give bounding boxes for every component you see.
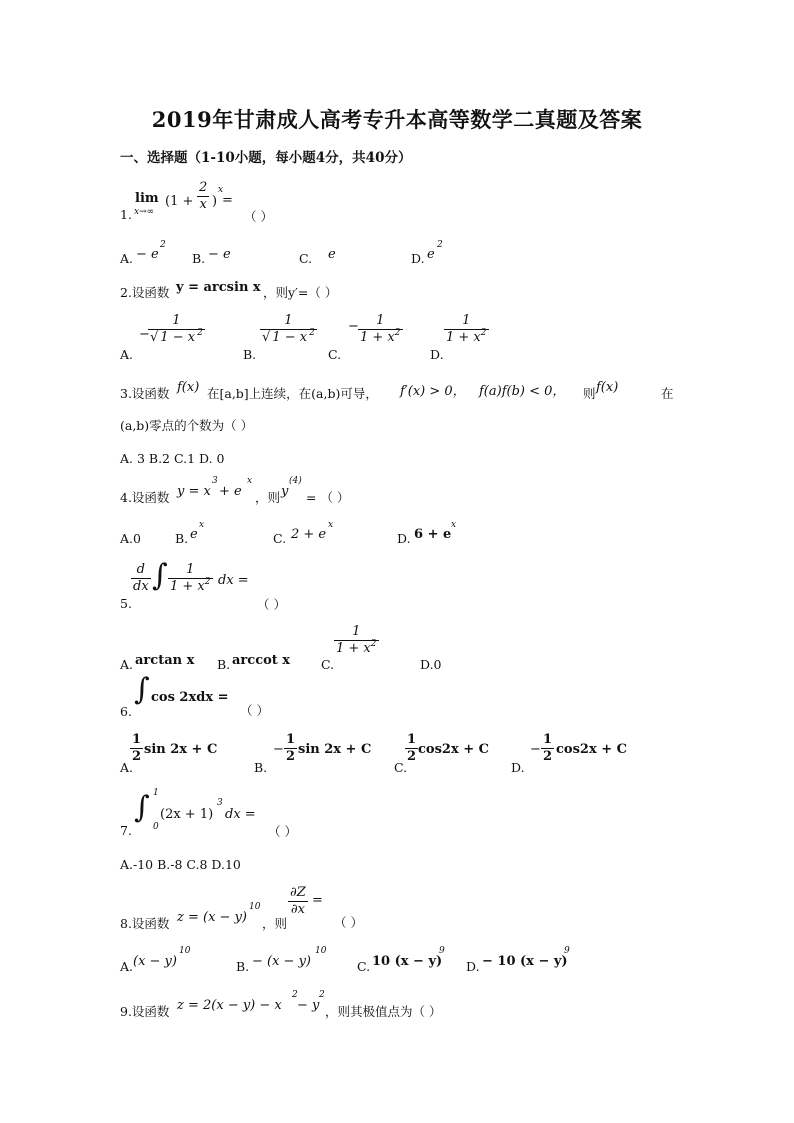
q4-options-3: x bbox=[199, 520, 205, 530]
q1-expr_open: (1 + bbox=[165, 194, 194, 209]
q1-eq: = bbox=[222, 193, 233, 208]
blank: （ ） bbox=[257, 597, 286, 612]
q1-num2: 2 bbox=[199, 180, 208, 195]
blank: （ ） bbox=[244, 209, 273, 224]
q5-options-5: D.0 bbox=[420, 657, 442, 672]
q2-sq2: 2 bbox=[309, 328, 315, 338]
fraction bbox=[197, 180, 209, 213]
q2-den: 1 + x bbox=[360, 330, 395, 345]
q6-options-3: D. bbox=[511, 760, 525, 775]
q6-expr: cos 2xdx = bbox=[151, 690, 229, 705]
q4-tail1: ，则 bbox=[255, 490, 281, 505]
q8-options-4: − (x − y) bbox=[252, 954, 312, 969]
q6-two: 2 bbox=[286, 749, 296, 764]
q6-options-0: A. bbox=[120, 760, 134, 775]
fraction bbox=[131, 562, 151, 595]
q6-half: 1 bbox=[543, 732, 553, 747]
fraction bbox=[168, 562, 213, 596]
q5-den: 1 + x bbox=[170, 579, 205, 594]
q7-options: A.-10 B.-8 C.8 D.10 bbox=[120, 857, 241, 872]
page-title: 2019年甘肃成人高考专升本高等数学二真题及答案 bbox=[151, 107, 643, 132]
q8-expr: z = (x − y) bbox=[177, 910, 247, 925]
q9-expr: z = 2(x − y) − x bbox=[177, 998, 282, 1013]
integral-sign: ∫ bbox=[134, 672, 150, 707]
fraction bbox=[405, 732, 418, 765]
q8-options-11: 9 bbox=[564, 946, 570, 956]
q3-text1: 在[a,b]上连续，在(a,b)可导， bbox=[207, 386, 378, 401]
q2-one: 1 bbox=[444, 313, 489, 330]
q8-options-6: C. bbox=[357, 959, 371, 974]
q2-options-3: D. bbox=[430, 347, 444, 362]
q2-one: 1 bbox=[358, 313, 403, 330]
q1-options-7: D. bbox=[411, 251, 425, 266]
q7-lower: 0 bbox=[153, 822, 159, 832]
q5-options-2: B. bbox=[217, 657, 231, 672]
q6-sin: sin 2x + C bbox=[298, 742, 372, 757]
q8-options-8: 9 bbox=[439, 946, 445, 956]
q1-options-2: 2 bbox=[160, 240, 166, 250]
q2-one: 1 bbox=[260, 313, 317, 330]
q5-options-0: A. bbox=[120, 657, 134, 672]
q4-expr: y = x bbox=[177, 484, 211, 499]
q6-sin: sin 2x + C bbox=[144, 742, 218, 757]
q4-options-2: e bbox=[190, 527, 198, 542]
q9-mid: − y bbox=[297, 998, 320, 1013]
q5-one: 1 bbox=[334, 624, 379, 641]
q1-expr_close: ) bbox=[212, 194, 218, 209]
q4-px: x bbox=[247, 476, 253, 486]
q9-tail: ，则其极值点为（ ） bbox=[325, 1004, 442, 1019]
q1-den: x bbox=[199, 197, 207, 212]
q3-num: 3.设函数 bbox=[120, 386, 170, 401]
q5-p2: 2 bbox=[370, 639, 377, 649]
q4-options-1: B. bbox=[175, 531, 189, 546]
q1-num: 1. bbox=[120, 207, 132, 222]
blank: （ ） bbox=[240, 703, 269, 718]
q7-upper: 1 bbox=[153, 788, 159, 798]
q1-options-1: − e bbox=[136, 247, 159, 262]
q3-fx2: f(x) bbox=[596, 380, 619, 395]
q4-tail2: = （ ） bbox=[306, 490, 350, 505]
q8-options-10: − 10 (x − y) bbox=[482, 954, 568, 969]
q4-options-8: 6 + e bbox=[414, 527, 452, 542]
q8-options-5: 10 bbox=[315, 946, 327, 956]
q8-num: 8.设函数 bbox=[120, 916, 170, 931]
q2-sq: 1 − x bbox=[272, 330, 308, 345]
q7-num: 7. bbox=[120, 823, 132, 838]
q8-options-0: A. bbox=[120, 959, 134, 974]
q6-minus: − bbox=[273, 742, 284, 757]
q3-fp: f′(x) > 0， bbox=[400, 384, 466, 399]
q5-dx: dx bbox=[133, 579, 149, 594]
q7-p3: 3 bbox=[217, 798, 223, 808]
fraction bbox=[284, 732, 297, 765]
fraction: $\frac{1}{√ 1 - x ^2}$ bbox=[150, 313, 203, 345]
q1-lim: lim bbox=[135, 191, 159, 206]
q1-options-0: A. bbox=[120, 251, 134, 266]
section-heading: 一、选择题（1-10小题，每小题4分，共40分） bbox=[120, 150, 412, 166]
q2-one: 1 bbox=[148, 313, 205, 330]
q5-one: 1 bbox=[168, 562, 213, 579]
q1-options-4: − e bbox=[208, 247, 231, 262]
q5-p2: 2 bbox=[204, 577, 211, 587]
q5-d: d bbox=[131, 562, 151, 579]
q1-pow: x bbox=[218, 185, 224, 195]
q4-plus: + e bbox=[219, 484, 242, 499]
q3-fx: f(x) bbox=[177, 380, 200, 395]
q1-sub: x→∞ bbox=[134, 207, 155, 217]
q3-text2: 则 bbox=[583, 386, 596, 401]
q5-den: 1 + x bbox=[336, 641, 371, 656]
q4-options-0: A.0 bbox=[120, 531, 141, 546]
q5-num: 5. bbox=[120, 596, 132, 611]
q6-half: 1 bbox=[286, 732, 296, 747]
q8-options-9: D. bbox=[466, 959, 480, 974]
q8-options-2: 10 bbox=[179, 946, 191, 956]
q1-options-3: B. bbox=[192, 251, 206, 266]
fraction: $\frac{1}{√ 1 - x ^2}$ bbox=[262, 313, 315, 345]
q2-den: 1 + x bbox=[446, 330, 481, 345]
q1-options-5: C. bbox=[299, 251, 313, 266]
q3-zai: 在 bbox=[661, 386, 674, 401]
q5-options-1: arctan x bbox=[135, 653, 195, 668]
q4-p4: (4) bbox=[289, 476, 302, 486]
q6-cos: cos2x + C bbox=[418, 742, 489, 757]
fraction bbox=[358, 313, 403, 347]
q2-options-2: C. bbox=[328, 347, 342, 362]
q5-options-4: C. bbox=[321, 657, 335, 672]
q2-options-0: A. bbox=[120, 347, 134, 362]
q1-options-9: 2 bbox=[437, 240, 443, 250]
q8-options-1: (x − y) bbox=[133, 954, 177, 969]
q9-p2a: 2 bbox=[292, 990, 298, 1000]
q8-options-3: B. bbox=[236, 959, 250, 974]
q9-p2b: 2 bbox=[319, 990, 325, 1000]
q3-options: A. 3 B.2 C.1 D. 0 bbox=[120, 451, 225, 466]
q6-two: 2 bbox=[132, 749, 142, 764]
q6-options-1: B. bbox=[254, 760, 268, 775]
q4-y4: y bbox=[281, 484, 289, 499]
q2-num: 2.设函数 bbox=[120, 285, 170, 300]
q8-eq: = bbox=[312, 893, 323, 908]
q6-num: 6. bbox=[120, 704, 132, 719]
q6-half: 1 bbox=[132, 732, 142, 747]
fraction bbox=[288, 885, 308, 918]
q6-minus: − bbox=[530, 742, 541, 757]
q6-two: 2 bbox=[407, 749, 417, 764]
q8-tail: ，则 bbox=[262, 916, 288, 931]
fraction bbox=[444, 313, 489, 347]
q3-line2: (a,b)零点的个数为（ ） bbox=[120, 418, 254, 433]
q7-tail: dx = bbox=[225, 807, 256, 822]
q2-sq2: 2 bbox=[197, 328, 203, 338]
integral-sign: ∫ bbox=[134, 790, 150, 825]
q6-options-2: C. bbox=[394, 760, 408, 775]
blank: （ ） bbox=[334, 915, 363, 930]
q4-options-7: D. bbox=[397, 531, 411, 546]
q7-expr: (2x + 1) bbox=[160, 807, 214, 822]
q8-p10: 10 bbox=[249, 902, 261, 912]
q6-half: 1 bbox=[407, 732, 417, 747]
fraction bbox=[130, 732, 143, 765]
q6-cos: cos2x + C bbox=[556, 742, 627, 757]
q2-options-1: B. bbox=[243, 347, 257, 362]
q8-options-7: 10 (x − y) bbox=[372, 954, 443, 969]
q8-dx: ∂x bbox=[290, 902, 305, 917]
q2-minus: − bbox=[139, 327, 150, 342]
q9-num: 9.设函数 bbox=[120, 1004, 170, 1019]
q2-tail: ，则y′=（ ） bbox=[263, 285, 338, 300]
q3-fab: f(a)f(b) < 0， bbox=[479, 384, 566, 399]
q6-two: 2 bbox=[543, 749, 553, 764]
q8-dz: ∂Z bbox=[290, 885, 306, 900]
q2-sq2: 2 bbox=[394, 328, 401, 338]
q2-minus: − bbox=[348, 319, 359, 334]
q4-options-4: C. bbox=[273, 531, 287, 546]
q2-sq: 1 − x bbox=[160, 330, 196, 345]
q4-num: 4.设函数 bbox=[120, 490, 170, 505]
blank: （ ） bbox=[268, 824, 297, 839]
q2-sq2: 2 bbox=[480, 328, 487, 338]
q2-expr: y = arcsin x bbox=[176, 280, 261, 295]
q4-options-5: 2 + e bbox=[291, 527, 327, 542]
integral-sign: ∫ bbox=[152, 558, 168, 593]
q5-options-3: arccot x bbox=[232, 653, 291, 668]
q1-options-8: e bbox=[427, 247, 435, 262]
fraction bbox=[334, 624, 379, 658]
q1-options-6: e bbox=[328, 247, 336, 262]
q4-options-6: x bbox=[328, 520, 334, 530]
q5-tail: dx = bbox=[218, 573, 249, 588]
q4-p3: 3 bbox=[212, 476, 218, 486]
fraction bbox=[541, 732, 554, 765]
q4-options-9: x bbox=[451, 520, 457, 530]
